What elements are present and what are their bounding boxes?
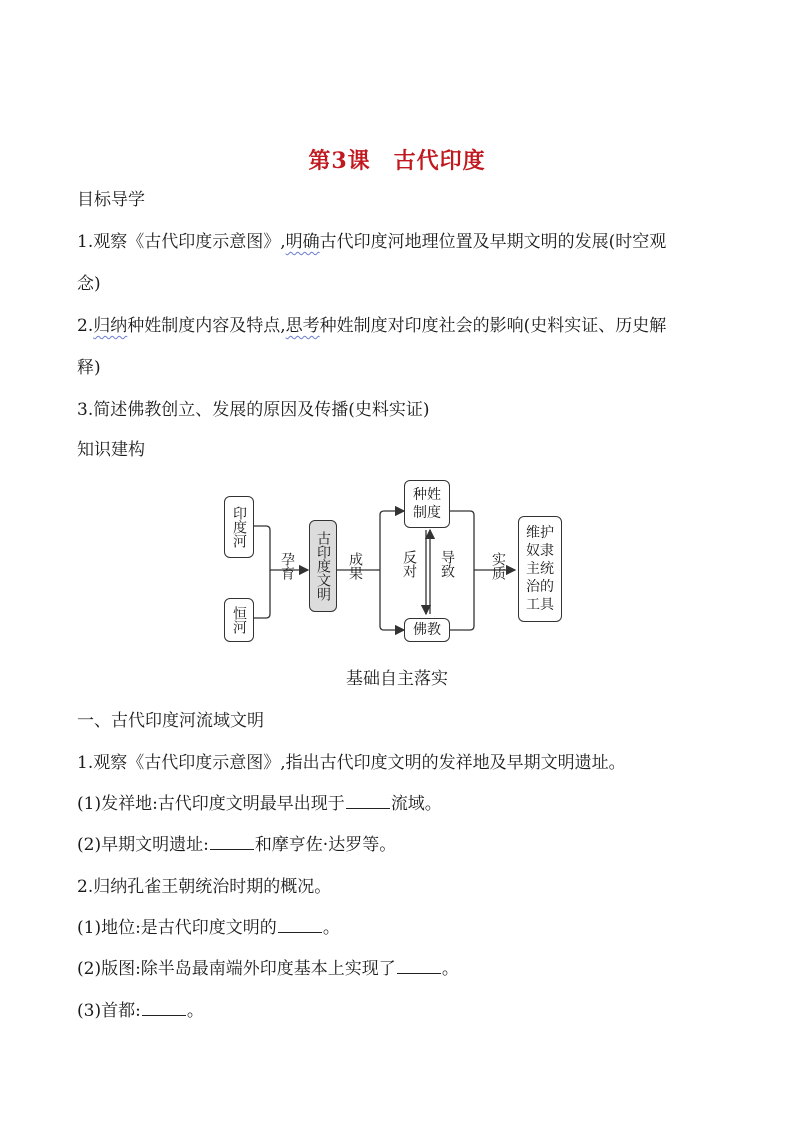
node-caste-label: 种姓制度: [413, 487, 441, 521]
goal-2-text-c: 种姓制度内容及特点,: [127, 316, 286, 336]
label-result-text: 成果: [347, 552, 363, 580]
goal-2-keyword-2: 思考: [285, 316, 320, 336]
question-2-3: [77, 1000, 204, 1022]
answer-blank[interactable]: [210, 835, 254, 850]
goal-2-line-2: 释): [77, 358, 101, 378]
answer-blank[interactable]: [346, 794, 390, 809]
question-1-1: [77, 793, 442, 815]
goal-2-line-1: [77, 315, 666, 337]
question-1-1-text-a: (1)发祥地:古代印度文明最早出现于: [77, 794, 345, 814]
label-nurture: [278, 552, 296, 585]
goal-3: 3.简述佛教创立、发展的原因及传播(史料实证): [77, 400, 430, 420]
goal-1-text-c: 古代印度河地理位置及早期文明的发展(时空观: [319, 232, 667, 252]
section-heading-basics: 基础自主落实: [346, 669, 448, 689]
goal-2-keyword-1: 归纳: [93, 316, 128, 336]
node-civilization-label: 古印度文明: [315, 531, 331, 601]
answer-blank[interactable]: [278, 918, 322, 933]
question-2-1-text-a: (1)地位:是古代印度文明的: [77, 918, 277, 938]
label-essence-text: 实质: [490, 552, 506, 580]
node-ganges-river: [224, 598, 254, 642]
goal-2-text-a: 2.: [77, 316, 94, 336]
section-heading-structure: 知识建构: [77, 440, 145, 460]
question-1: 1.观察《古代印度示意图》,指出古代印度文明的发祥地及早期文明遗址。: [77, 753, 626, 773]
question-2-1: [77, 917, 340, 939]
node-indus-river: [224, 496, 254, 558]
question-1-2-text-a: (2)早期文明遗址:: [77, 835, 209, 855]
knowledge-structure-diagram: [220, 478, 565, 648]
answer-blank[interactable]: [142, 1001, 186, 1016]
question-2-2: [77, 958, 459, 980]
question-2-2-text-a: (2)版图:除半岛最南端外印度基本上实现了: [77, 959, 396, 979]
question-2-1-text-b: 。: [322, 918, 340, 938]
goal-2-text-e: 种姓制度对印度社会的影响(史料实证、历史解: [319, 316, 667, 336]
question-2-3-text-b: 。: [186, 1001, 204, 1021]
label-lead: [438, 550, 456, 583]
node-ganges-label: 恒河: [231, 606, 247, 634]
node-tool-label: 维护奴隶主统治的工具: [526, 525, 554, 613]
answer-blank[interactable]: [397, 959, 441, 974]
goal-1-line-1: [77, 231, 666, 253]
section-heading-goals: 目标导学: [77, 190, 145, 210]
node-slaveholder-tool: [518, 516, 562, 622]
diagram-connectors: [220, 478, 565, 648]
question-1-1-text-b: 流域。: [390, 794, 442, 814]
node-indus-label: 印度河: [231, 506, 247, 548]
goal-1-line-2: 念): [77, 274, 101, 294]
node-buddhism: [404, 618, 450, 642]
question-2: 2.归纳孔雀王朝统治时期的概况。: [77, 877, 332, 897]
question-2-2-text-b: 。: [441, 959, 459, 979]
label-oppose-text: 反对: [401, 550, 417, 578]
node-caste-system: [404, 480, 450, 528]
goal-1-keyword: 明确: [285, 232, 320, 252]
label-nurture-text: 孕育: [279, 552, 295, 580]
label-result: [346, 552, 364, 585]
node-ancient-india-civilization: [309, 520, 337, 612]
label-essence: [489, 552, 507, 585]
part-1-heading: 一、古代印度河流域文明: [77, 711, 264, 731]
page-title: 第3课 古代印度: [308, 148, 486, 174]
goal-1-text-a: 1.观察《古代印度示意图》,: [77, 232, 286, 252]
node-buddhism-label: 佛教: [413, 622, 441, 638]
label-oppose: [400, 550, 418, 583]
label-lead-text: 导致: [439, 550, 455, 578]
question-1-2-text-b: 和摩亨佐·达罗等。: [254, 835, 397, 855]
question-2-3-text-a: (3)首都:: [77, 1001, 141, 1021]
question-1-2: [77, 834, 396, 856]
